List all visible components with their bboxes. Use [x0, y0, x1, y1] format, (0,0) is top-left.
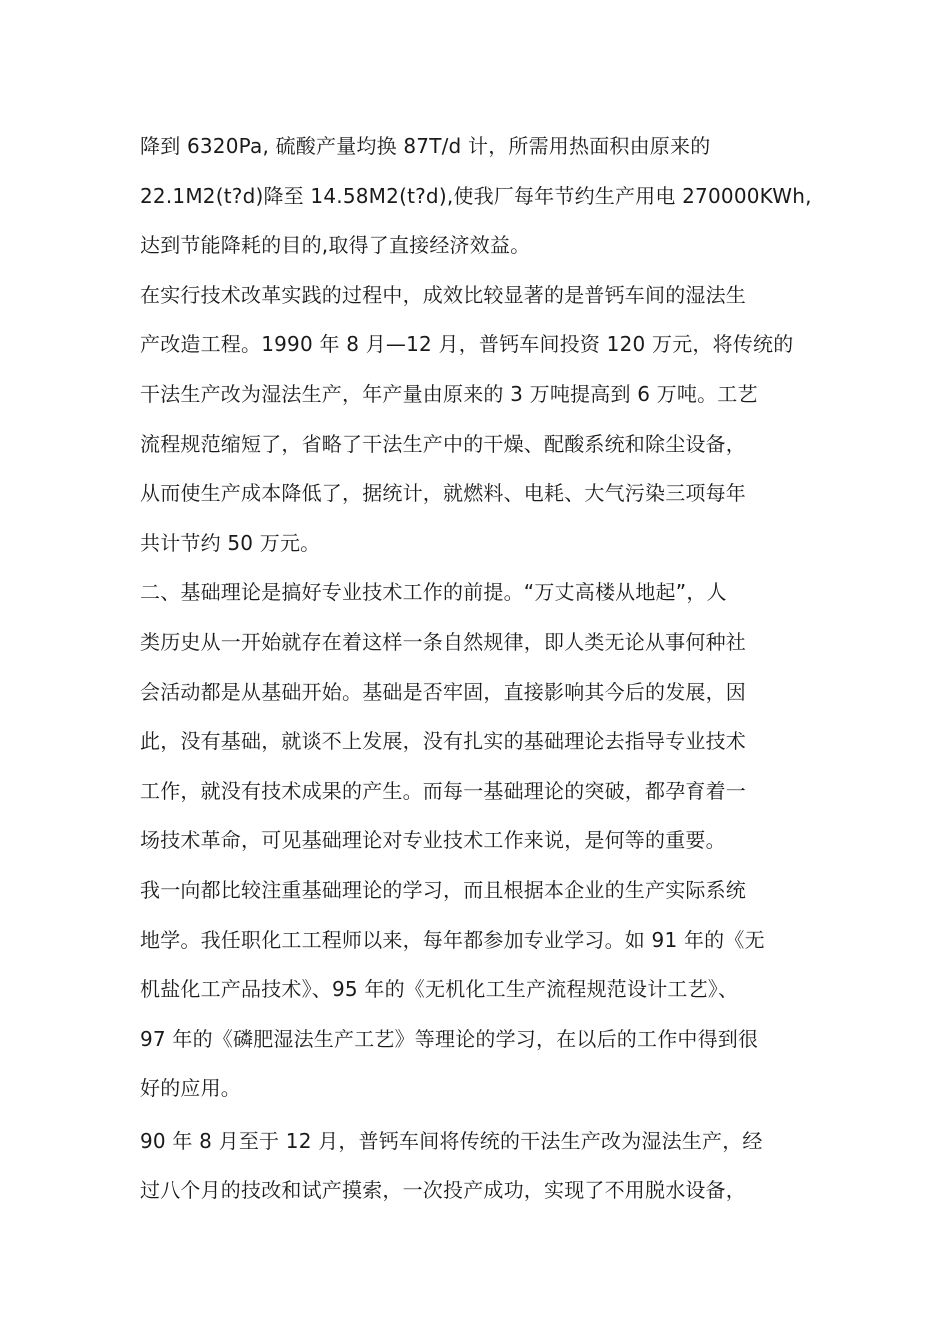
text-line: 会活动都是从基础开始。基础是否牢固，直接影响其今后的发展，因 — [140, 679, 746, 704]
text-line: 机盐化工产品技术》、95 年的《无机化工生产流程规范设计工艺》、 — [140, 977, 739, 1002]
text-line: 从而使生产成本降低了，据统计，就燃料、电耗、大气污染三项每年 — [140, 481, 746, 506]
text-line: 在实行技术改革实践的过程中，成效比较显著的是普钙车间的湿法生 — [140, 282, 746, 307]
paragraph — [140, 271, 840, 569]
text-line: 97 年的《磷肥湿法生产工艺》等理论的学习，在以后的工作中得到很 — [140, 1026, 759, 1051]
paragraph — [140, 568, 840, 866]
text-line: 场技术革命，可见基础理论对专业技术工作来说，是何等的重要。 — [140, 828, 726, 853]
text-line: 共计节约 50 万元。 — [140, 530, 321, 555]
paragraph — [140, 122, 840, 271]
paragraph — [140, 1117, 840, 1216]
paragraph — [140, 866, 840, 1114]
text-line: 降到 6320Pa, 硫酸产量均换 87T/d 计，所需用热面积由原来的 — [140, 134, 711, 158]
text-line: 我一向都比较注重基础理论的学习，而且根据本企业的生产实际系统 — [140, 877, 746, 902]
text-line: 达到节能降耗的目的,取得了直接经济效益。 — [140, 233, 531, 258]
text-line: 类历史从一开始就存在着这样一条自然规律，即人类无论从事何种社 — [140, 629, 746, 654]
text-line: 流程规范缩短了，省略了干法生产中的干燥、配酸系统和除尘设备， — [140, 431, 746, 456]
text-line: 干法生产改为湿法生产，年产量由原来的 3 万吨提高到 6 万吨。工艺 — [140, 381, 758, 406]
text-line: 22.1M2(t?d)降至 14.58M2(t?d),使我厂每年节约生产用电 270000KWh, — [140, 183, 812, 208]
text-line: 此，没有基础，就谈不上发展，没有扎实的基础理论去指导专业技术 — [140, 729, 746, 754]
text-line: 过八个月的技改和试产摸索，一次投产成功，实现了不用脱水设备， — [140, 1178, 746, 1203]
text-line: 产改造工程。1990 年 8 月—12 月，普钙车间投资 120 万元，将传统的 — [140, 332, 794, 357]
document-body — [140, 122, 840, 1216]
text-line: 90 年 8 月至于 12 月，普钙车间将传统的干法生产改为湿法生产，经 — [140, 1128, 763, 1153]
text-line: 二、基础理论是搞好专业技术工作的前提。“万丈高楼从地起”，人 — [140, 580, 727, 605]
text-line: 好的应用。 — [140, 1076, 241, 1101]
text-line: 工作，就没有技术成果的产生。而每一基础理论的突破，都孕育着一 — [140, 778, 746, 803]
text-line: 地学。我任职化工工程师以来，每年都参加专业学习。如 91 年的《无 — [140, 927, 765, 952]
